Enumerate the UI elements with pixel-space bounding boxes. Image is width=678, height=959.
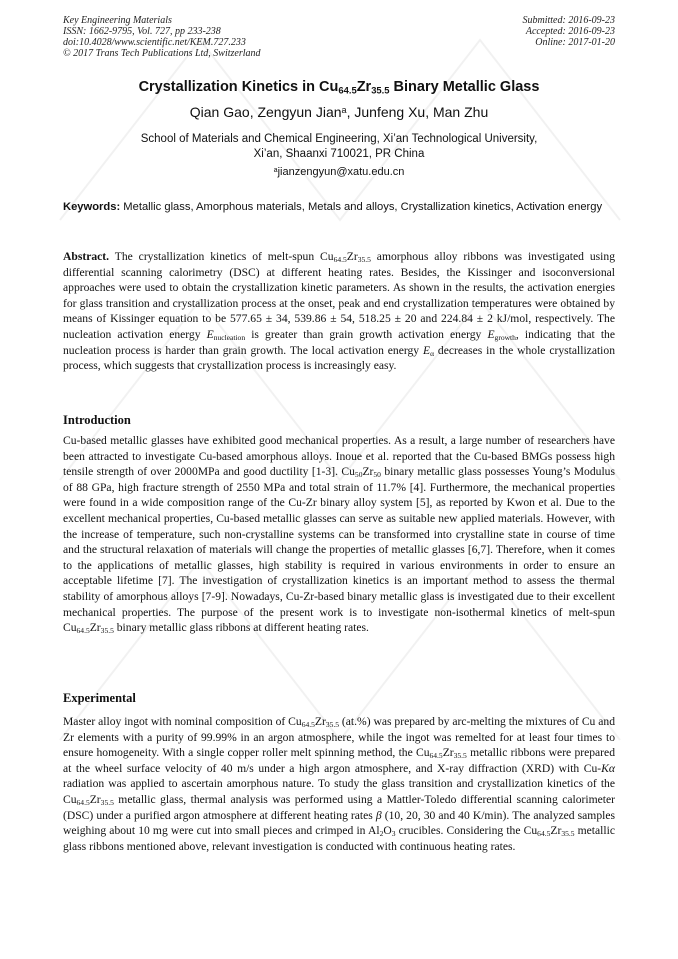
introduction-paragraph: Cu-based metallic glasses have exhibited good mechanical properties. As a result, a large number of researchers have been attracted to investigate Cu-based amorphous alloys. Inoue et al. reported that the Cu-based BMGs possess high tensile strength of over 2000MPa and good ductility [1-3]. $Cu_{50}Zr_{50}$ binary metallic glass possesses Young’s Modulus of 88 GPa, high fracture strength of 2550 MPa and total strain of 11.7% [4]. Furthermore, the mechanical properties were found in a wide composition range of the Cu-Zr binary alloy system [5], as reported by Kwon et al. Due to the excellent mechanical properties, Cu-based metallic glasses can serve as suitable new applied materials. However, with the increase of temperature, such non-crystalline systems can be transformed into crystalline state in course of time and the structural relaxation of materials will change the properties of metallic glasses [6,7]. Therefore, when it comes to the applications of metallic glasses, high stability is required in various environments in order to ensure an acceptable lifetime [7]. The investigation of crystallization kinetics is an important method to assess the thermal stability of amorphous alloys [7-9]. Nowadays, Cu-Zr-based binary metallic glass is investigated due to their excellent mechanical properties. The purpose of the present work is to investigate non-isothermal kinetics of melt-spun $Cu_{64.5}Zr_{35.5}$ binary metallic glass ribbons at different heating rates. xyxy=(63,434,615,635)
keywords-label: Keywords: xyxy=(63,201,121,213)
affiliation-line-1: School of Materials and Chemical Engineering, Xi’an Technological University, xyxy=(140,133,538,145)
introduction-heading: Introduction xyxy=(63,413,131,427)
author-list: Qian Gao, Zengyun Jian$^a$, Junfeng Xu, Man Zhu xyxy=(189,104,489,120)
paper-title: Crystallization Kinetics in $Cu_{64.5}Zr_{35.5}$ Binary Metallic Glass xyxy=(138,79,540,96)
journal-name: Key Engineering Materials xyxy=(63,15,172,26)
affiliation xyxy=(0,132,678,162)
accepted-date: Accepted: 2016-09-23 xyxy=(525,26,615,37)
affiliation-line-2: Xi’an, Shaanxi 710021, PR China xyxy=(253,148,425,160)
experimental-paragraph: Master alloy ingot with nominal composition of $Cu_{64.5}Zr_{35.5}$ (at.%) was prepared by arc-melting the mixtures of Cu and Zr elements with a purity of 99.99% in an argon atmosphere, while the ingot was remelted for at least four times to ensure homogeneity. With a single copper roller melt spinning method, the $Cu_{64.5}Zr_{35.5}$ metallic ribbons were prepared at the wheel surface velocity of 40 m/s under a high argon atmosphere, and X-ray diffraction (XRD) with Cu-Kα radiation was applied to ascertain amorphous nature. To study the glass transition and crystallization kinetics of the $Cu_{64.5}Zr_{35.5}$ metallic glass, thermal analysis was performed using a Mattler-Toledo differential scanning calorimeter (DSC) under a purified argon atmosphere at different heating rates β (10, 20, 30 and 40 K/min). The analyzed samples weighing about 10 mg were cut into small pieces and crimped in $Al_2O_3$ crucibles. Considering the $Cu_{64.5}Zr_{35.5}$ metallic glass ribbons mentioned above, relevant investigation is conducted with continuous heating rates. xyxy=(63,715,615,853)
abstract-label: Abstract. xyxy=(63,250,110,263)
dates-header xyxy=(523,15,616,48)
submitted-date: Submitted: 2016-09-23 xyxy=(522,15,615,26)
keywords xyxy=(63,200,615,215)
journal-header xyxy=(63,15,261,59)
corresponding-email[interactable]: $^a$jianzengyun@xatu.edu.cn xyxy=(273,165,405,178)
abstract: Abstract. The crystallization kinetics of melt-spun $Cu_{64.5}Zr_{35.5}$ amorphous alloy ribbons was investigated using differential scanning calorimetry (DSC) at different heating rates. Besides, the Kissinger and isoconversional approaches were used to obtain the crystallization kinetic parameters. As shown in the results, the activation energies for glass transition and crystallization process at the onset, peak and end crystallization temperatures were obtained by means of Kissinger equation to be 577.65 ± 34, 539.86 ± 54, 518.25 ± 20 and 224.84 ± 2 kJ/mol, respectively. The nucleation activation energy $E_{nucleation}$ is greater than grain growth activation energy $E_{growth}$, indicating that the nucleation process is harder than grain growth. The local activation energy $E_\alpha$ decreases in the whole crystallization process, which suggests that crystallization process is increasingly easy. xyxy=(63,250,615,373)
issn-line: ISSN: 1662-9795, Vol. 727, pp 233-238 xyxy=(63,26,221,37)
online-date: Online: 2017-01-20 xyxy=(535,37,615,48)
keywords-text: Metallic glass, Amorphous materials, Metals and alloys, Crystallization kinetics, Activation energy xyxy=(120,201,603,213)
copyright-line: © 2017 Trans Tech Publications Ltd, Switzerland xyxy=(63,48,261,59)
experimental-heading: Experimental xyxy=(63,691,136,705)
doi-link[interactable]: doi:10.4028/www.scientific.net/KEM.727.233 xyxy=(63,37,246,48)
